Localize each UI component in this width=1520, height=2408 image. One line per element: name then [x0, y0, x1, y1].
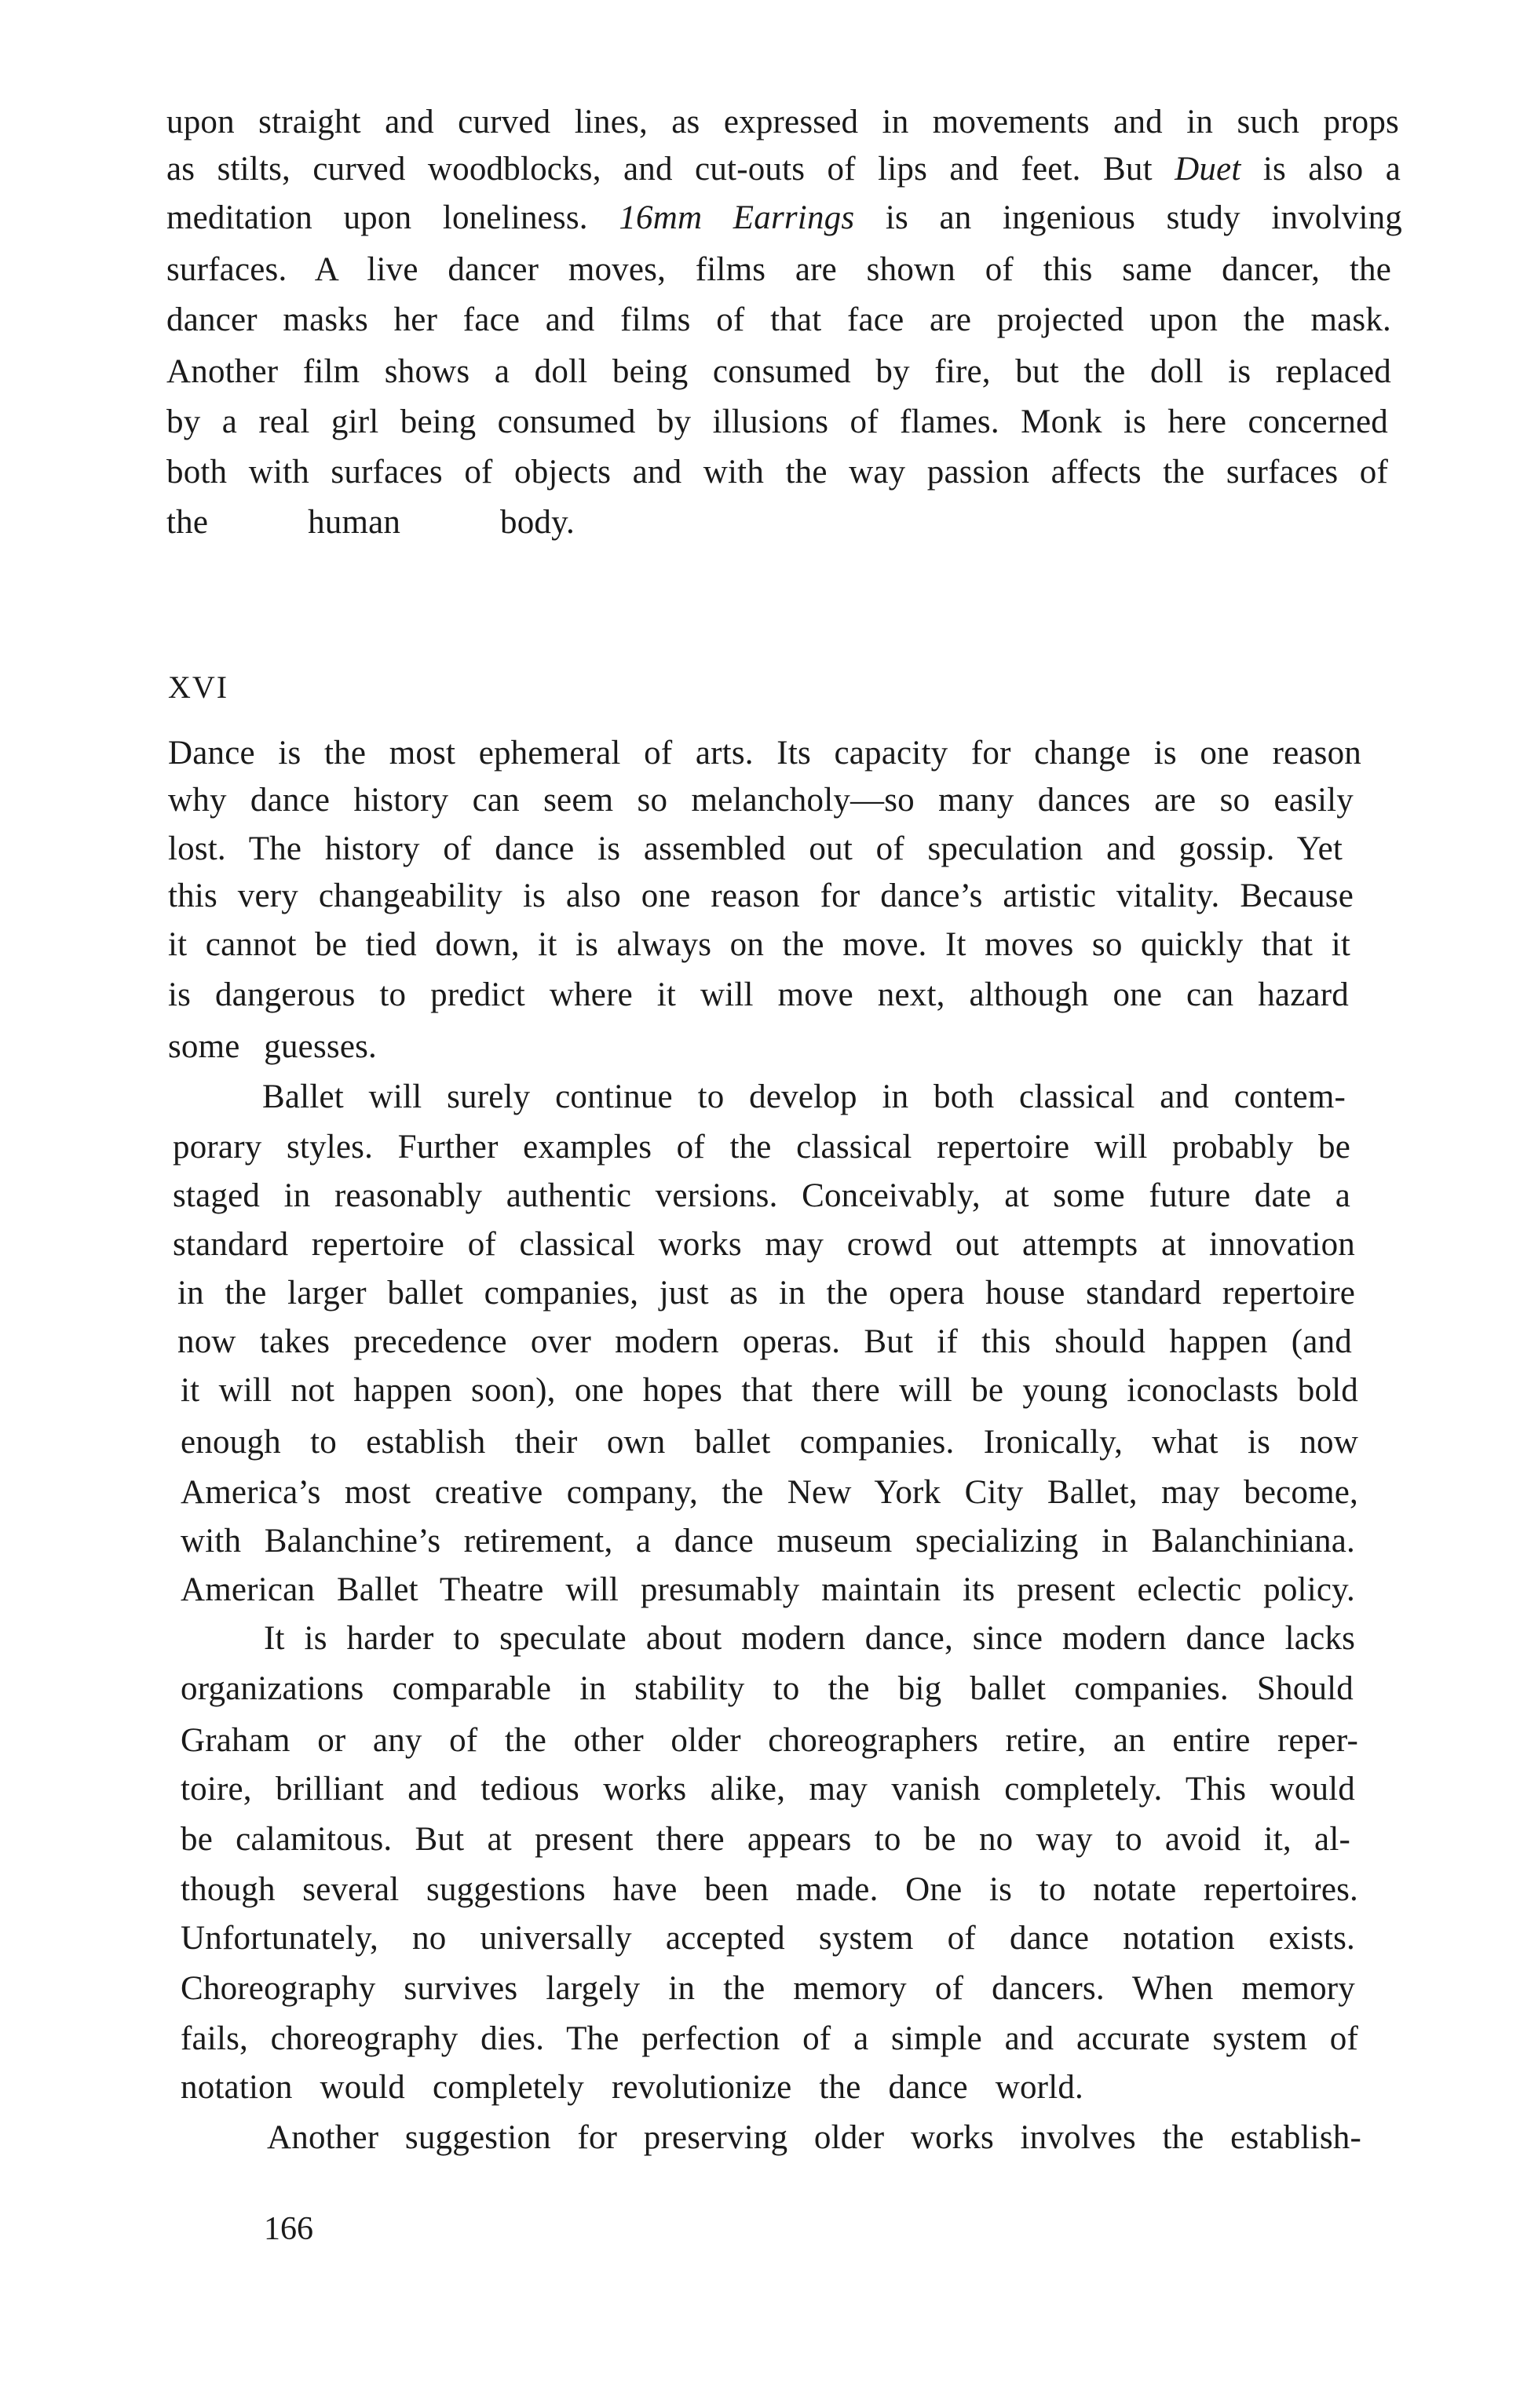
- text-run: standard repertoire of classical works may crowd out attempts at innovation: [173, 1226, 1355, 1263]
- text-run: Dance is the most ephemeral of arts. Its capacity for change is one reason: [168, 735, 1361, 772]
- text-line: [166, 501, 575, 545]
- text-run: lost. The history of dance is assembled out of speculation and gossip. Yet: [168, 830, 1343, 867]
- text-line: [168, 779, 1354, 823]
- text-line: [168, 923, 1350, 967]
- text-line: [166, 400, 1388, 444]
- text-line: [166, 298, 1391, 342]
- text-line: [181, 2066, 1083, 2110]
- text-run: by a real girl being consumed by illusions of flames. Monk is here concerned: [166, 403, 1388, 440]
- text-run: Ballet will surely continue to develop in both classical and contem-: [262, 1078, 1346, 1115]
- italic-title: Duet: [1175, 151, 1241, 188]
- text-line: [181, 1967, 1355, 2011]
- text-run: Unfortunately, no universally accepted system of dance notation exists.: [181, 1920, 1355, 1957]
- text-run: this very changeability is also one reason for dance’s artistic vitality. Because: [168, 877, 1354, 914]
- text-line: [181, 1818, 1350, 1862]
- text-line: [168, 732, 1361, 775]
- text-run: toire, brilliant and tedious works alike, may vanish completely. This would: [181, 1771, 1355, 1808]
- text-run: Another suggestion for preserving older works involves the establish-: [267, 2119, 1361, 2156]
- text-line: [168, 874, 1354, 918]
- text-line: [181, 1568, 1355, 1612]
- text-line: [166, 248, 1391, 292]
- text-line: [168, 1025, 377, 1069]
- text-run: dancer masks her face and films of that face are projected upon the mask.: [166, 301, 1391, 338]
- text-line: [262, 1075, 1346, 1119]
- text-run: now takes precedence over modern operas. But if this should happen (and: [177, 1323, 1352, 1360]
- text-line: [181, 1421, 1358, 1465]
- text-run: is dangerous to predict where it will move next, although one can hazard: [168, 976, 1349, 1013]
- text-run: fails, choreography dies. The perfection of a simple and accurate system of: [181, 2020, 1358, 2057]
- text-run: as stilts, curved woodblocks, and cut-outs of lips and feet. But: [166, 151, 1175, 188]
- text-run: notation would completely revolutionize the dance world.: [181, 2069, 1083, 2106]
- text-run: some guesses.: [168, 1028, 377, 1065]
- text-line: [166, 196, 1402, 240]
- text-line: [166, 100, 1399, 144]
- text-run: It is harder to speculate about modern dance, since modern dance lacks: [264, 1620, 1355, 1657]
- text-line: [166, 451, 1388, 494]
- text-run: why dance history can seem so melancholy—so many dances are so easily: [168, 782, 1354, 819]
- text-line: [168, 973, 1349, 1017]
- text-run: is an ingenious study involving: [854, 199, 1402, 236]
- text-run: meditation upon loneliness.: [166, 199, 619, 236]
- text-line: [181, 1369, 1358, 1413]
- text-run: enough to establish their own ballet companies. Ironically, what is now: [181, 1424, 1358, 1461]
- text-run: staged in reasonably authentic versions. Conceivably, at some future date a: [173, 1177, 1350, 1214]
- text-line: [267, 2116, 1361, 2160]
- text-line: [168, 827, 1343, 871]
- text-run: porary styles. Further examples of the classical repertoire will probably be: [173, 1129, 1350, 1166]
- text-run: America’s most creative company, the New York City Ballet, may become,: [181, 1474, 1358, 1511]
- text-line: [181, 1719, 1358, 1763]
- text-run: Choreography survives largely in the memory of dancers. When memory: [181, 1970, 1355, 2007]
- text-line: [166, 148, 1401, 192]
- text-run: it will not happen soon), one hopes that there will be young iconoclasts bold: [181, 1372, 1358, 1409]
- text-run: both with surfaces of objects and with the way passion affects the surfaces of: [166, 454, 1388, 491]
- text-run: upon straight and curved lines, as expressed in movements and in such props: [166, 104, 1399, 140]
- text-line: [181, 1667, 1354, 1711]
- text-run: Graham or any of the other older choreographers retire, an entire reper-: [181, 1722, 1358, 1759]
- text-line: [181, 1471, 1358, 1515]
- text-line: [177, 1320, 1352, 1364]
- text-line: [181, 1520, 1355, 1563]
- text-line: [173, 1174, 1350, 1218]
- text-line: [181, 1917, 1355, 1961]
- text-line: [181, 1768, 1355, 1811]
- text-run: be calamitous. But at present there appears to be no way to avoid it, al-: [181, 1821, 1350, 1858]
- text-run: in the larger ballet companies, just as in the opera house standard repertoire: [177, 1275, 1355, 1312]
- italic-title: 16mm Earrings: [619, 199, 855, 236]
- text-line: [166, 350, 1391, 394]
- text-run: Another film shows a doll being consumed by fire, but the doll is replaced: [166, 353, 1391, 390]
- page-number: 166: [264, 2211, 313, 2247]
- text-run: surfaces. A live dancer moves, films are shown of this same dancer, the: [166, 251, 1391, 288]
- text-line: [181, 2017, 1358, 2061]
- text-line: [173, 1126, 1350, 1169]
- section-heading: XVI: [168, 669, 229, 705]
- text-run: American Ballet Theatre will presumably maintain its present eclectic policy.: [181, 1571, 1355, 1608]
- text-run: the human body.: [166, 504, 575, 541]
- text-run: with Balanchine’s retirement, a dance museum specializing in Balanchiniana.: [181, 1523, 1355, 1560]
- text-line: [177, 1271, 1355, 1315]
- text-run: organizations comparable in stability to the big ballet companies. Should: [181, 1670, 1354, 1707]
- text-line: [264, 1617, 1355, 1661]
- text-run: is also a: [1240, 151, 1401, 188]
- text-run: though several suggestions have been made. One is to notate repertoires.: [181, 1871, 1358, 1908]
- text-run: it cannot be tied down, it is always on the move. It moves so quickly that it: [168, 926, 1350, 963]
- text-line: [173, 1223, 1355, 1267]
- text-line: [181, 1868, 1358, 1912]
